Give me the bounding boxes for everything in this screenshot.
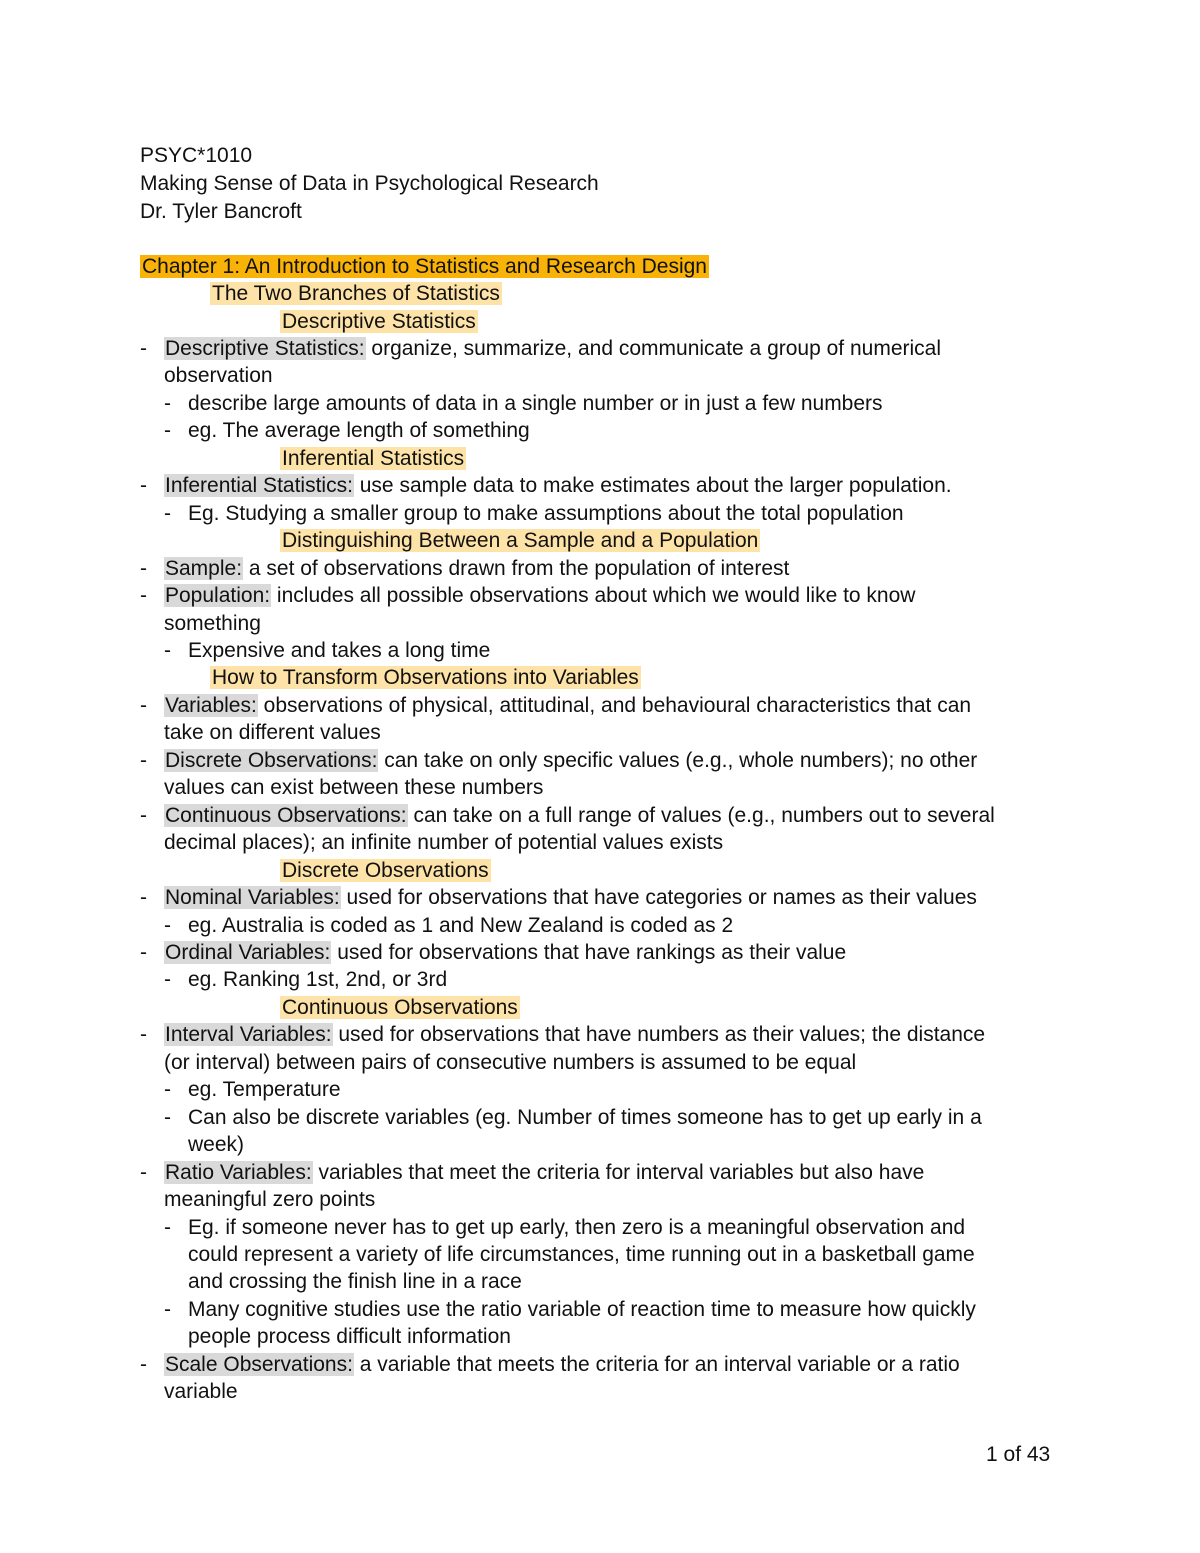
sub-item-text: eg. Ranking 1st, 2nd, or 3rd: [188, 968, 448, 991]
term-continuous-observations: Continuous Observations:: [165, 804, 407, 827]
term-scale-observations: Scale Observations:: [165, 1353, 353, 1376]
section-heading-observations-variables: How to Transform Observations into Variables: [212, 666, 639, 689]
bullet-dash: -: [164, 419, 171, 442]
bullet-dash: -: [140, 941, 147, 964]
term-ordinal-variables: Ordinal Variables:: [165, 941, 331, 964]
bullet-dash: -: [140, 749, 147, 772]
definition-continuation: decimal places); an infinite number of potential values exists: [164, 831, 724, 854]
bullet-dash: -: [140, 804, 147, 827]
section-heading-two-branches: The Two Branches of Statistics: [212, 282, 500, 305]
definition-text: a variable that meets the criteria for an interval variable or a ratio: [353, 1353, 960, 1376]
term-descriptive-statistics: Descriptive Statistics:: [165, 337, 365, 360]
term-ratio-variables: Ratio Variables:: [165, 1161, 312, 1184]
sub-item-continuation: could represent a variety of life circumstances, time running out in a basketball game: [188, 1243, 975, 1266]
definition-continuation: something: [164, 612, 261, 635]
sub-item-continuation: and crossing the finish line in a race: [188, 1270, 522, 1293]
bullet-dash: -: [164, 639, 171, 662]
definition-text: used for observations that have categories or names as their values: [340, 886, 977, 909]
definition-text: includes all possible observations about which we would like to know: [271, 584, 916, 607]
course-code: PSYC*1010: [140, 144, 253, 167]
sub-item-continuation: week): [188, 1133, 245, 1156]
bullet-dash: -: [164, 1106, 171, 1129]
definition-text: can take on only specific values (e.g., whole numbers); no other: [378, 749, 978, 772]
definition-continuation: values can exist between these numbers: [164, 776, 544, 799]
definition-continuation: (or interval) between pairs of consecutive numbers is assumed to be equal: [164, 1051, 857, 1074]
term-sample: Sample:: [165, 557, 243, 580]
bullet-dash: -: [164, 914, 171, 937]
term-interval-variables: Interval Variables:: [165, 1023, 332, 1046]
term-inferential-statistics: Inferential Statistics:: [165, 474, 353, 497]
subsection-heading-descriptive: Descriptive Statistics: [282, 310, 476, 333]
instructor-name: Dr. Tyler Bancroft: [140, 200, 302, 223]
definition-text: used for observations that have rankings as their value: [331, 941, 847, 964]
page-number: 1 of 43: [986, 1443, 1051, 1466]
bullet-dash: -: [164, 968, 171, 991]
bullet-dash: -: [164, 1298, 171, 1321]
sub-item-text: Expensive and takes a long time: [188, 639, 491, 662]
bullet-dash: -: [140, 1023, 147, 1046]
bullet-dash: -: [140, 337, 147, 360]
sub-item-text: eg. Temperature: [188, 1078, 341, 1101]
bullet-dash: -: [164, 1216, 171, 1239]
bullet-dash: -: [164, 502, 171, 525]
course-title: Making Sense of Data in Psychological Research: [140, 172, 599, 195]
definition-continuation: take on different values: [164, 721, 381, 744]
sub-item-text: Many cognitive studies use the ratio variable of reaction time to measure how quickly: [188, 1298, 976, 1321]
section-heading: [210, 280, 502, 307]
term-discrete-observations: Discrete Observations:: [165, 749, 378, 772]
subsection-heading-discrete: Discrete Observations: [282, 859, 489, 882]
definition-text: observations of physical, attitudinal, and behavioural characteristics that can: [257, 694, 972, 717]
definition-text: organize, summarize, and communicate a group of numerical: [365, 337, 942, 360]
sub-item-text: Can also be discrete variables (eg. Number of times someone has to get up early in a: [188, 1106, 982, 1129]
subsection-heading: [280, 857, 491, 884]
chapter-heading: [140, 253, 709, 280]
sub-item-text: Eg. if someone never has to get up early, then zero is a meaningful observation and: [188, 1216, 966, 1239]
subsection-heading: [280, 308, 478, 335]
section-heading: [210, 664, 641, 691]
term-population: Population:: [165, 584, 271, 607]
term-variables: Variables:: [165, 694, 257, 717]
bullet-dash: -: [140, 1353, 147, 1376]
definition-continuation: meaningful zero points: [164, 1188, 376, 1211]
definition-continuation: variable: [164, 1380, 238, 1403]
bullet-dash: -: [164, 392, 171, 415]
bullet-dash: -: [140, 1161, 147, 1184]
bullet-dash: -: [140, 557, 147, 580]
subsection-heading-continuous: Continuous Observations: [282, 996, 518, 1019]
subsection-heading: [280, 994, 520, 1021]
term-nominal-variables: Nominal Variables:: [165, 886, 340, 909]
subsection-heading: [280, 445, 466, 472]
subsection-heading-inferential: Inferential Statistics: [282, 447, 465, 470]
sub-item-text: describe large amounts of data in a single number or in just a few numbers: [188, 392, 883, 415]
chapter-heading-text: Chapter 1: An Introduction to Statistics and Research Design: [142, 255, 707, 278]
bullet-dash: -: [140, 694, 147, 717]
bullet-dash: -: [140, 886, 147, 909]
subsection-heading-sample-population: Distinguishing Between a Sample and a Population: [282, 529, 759, 552]
sub-item-continuation: people process difficult information: [188, 1325, 511, 1348]
bullet-dash: -: [140, 584, 147, 607]
definition-continuation: observation: [164, 364, 273, 387]
sub-item-text: eg. The average length of something: [188, 419, 530, 442]
definition-text: a set of observations drawn from the population of interest: [243, 557, 790, 580]
definition-text: used for observations that have numbers as their values; the distance: [332, 1023, 986, 1046]
bullet-dash: -: [140, 474, 147, 497]
subsection-heading: [280, 527, 760, 554]
sub-item-text: eg. Australia is coded as 1 and New Zealand is coded as 2: [188, 914, 734, 937]
sub-item-text: Eg. Studying a smaller group to make assumptions about the total population: [188, 502, 904, 525]
definition-text: variables that meet the criteria for interval variables but also have: [312, 1161, 925, 1184]
definition-text: can take on a full range of values (e.g., numbers out to several: [407, 804, 995, 827]
bullet-dash: -: [164, 1078, 171, 1101]
definition-text: use sample data to make estimates about the larger population.: [353, 474, 952, 497]
